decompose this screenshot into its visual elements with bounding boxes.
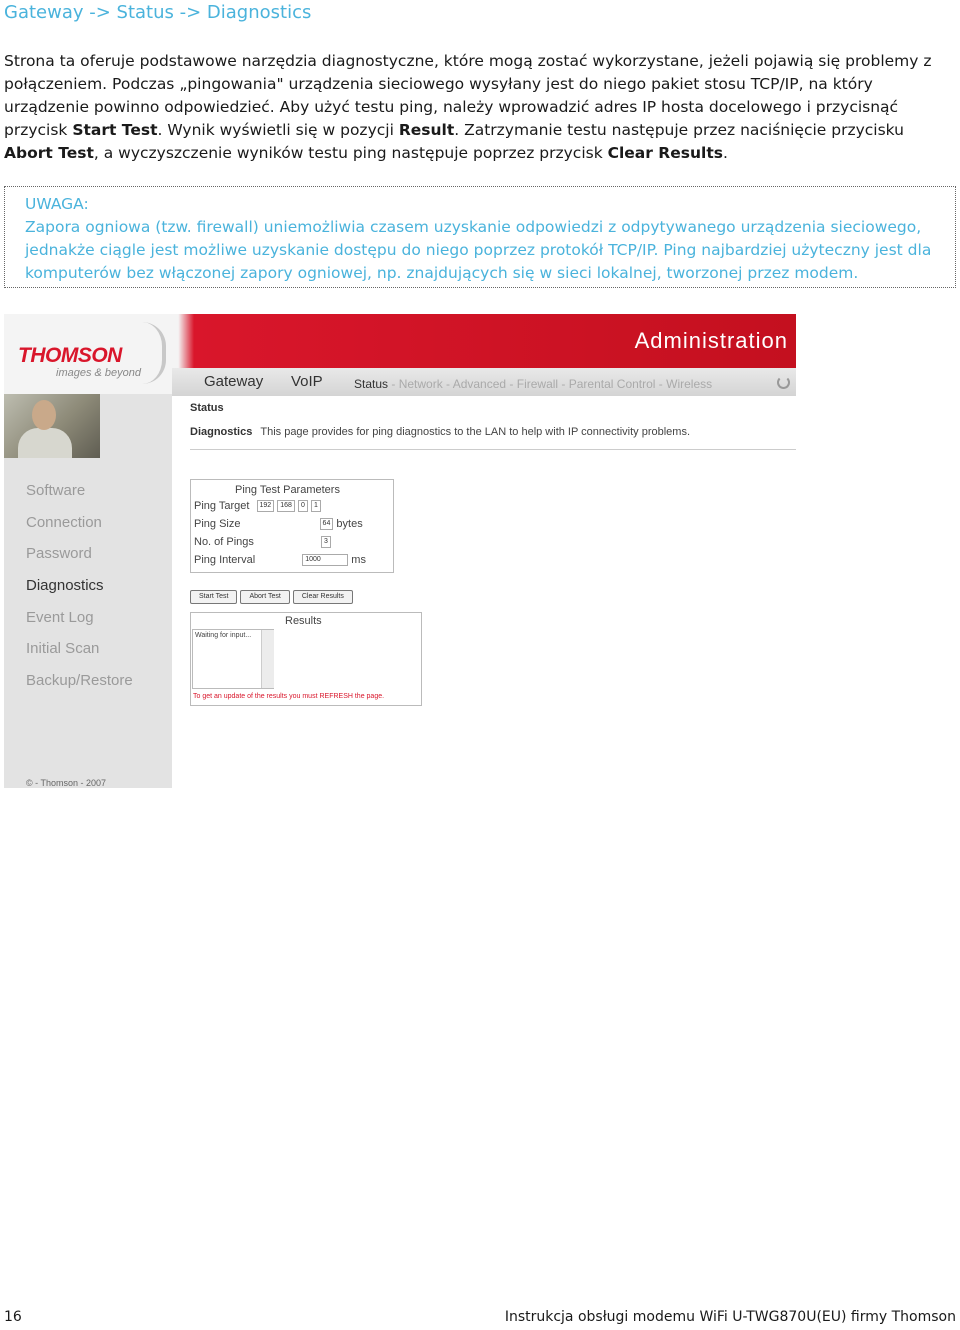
intro-text-2: . Wynik wyświetli się w pozycji [157, 121, 399, 139]
start-test-button[interactable]: Start Test [190, 590, 237, 604]
photo-person-head [32, 400, 56, 430]
results-content: Waiting for input... [195, 632, 252, 639]
ip-octet-4[interactable]: 1 [311, 500, 321, 512]
ping-size-input[interactable]: 64 [320, 518, 334, 530]
ping-size-unit: bytes [336, 518, 363, 530]
page-number: 16 [4, 1309, 22, 1325]
start-test-term: Start Test [72, 121, 158, 139]
router-screenshot [4, 314, 796, 788]
nav-gateway[interactable]: Gateway [204, 373, 264, 390]
nav-voip[interactable]: VoIP [291, 373, 323, 390]
intro-text-1: Strona ta oferuje podstawowe narzędzia diagnostyczne, które mogą zostać wykorzystane, jeżeli pojawią się problemy z połączeniem. Podczas „pingowania" urządzenia sieciowego wysyłany jest do niego pakiet stosu TCP/IP, na który urządzenie powinno odpowiedzieć. Aby użyć testu ping, należy wprowadzić adres IP hosta docelowego i przycisnąć przycisk [4, 52, 932, 139]
intro-paragraph [4, 50, 950, 165]
abort-test-button[interactable]: Abort Test [240, 590, 289, 604]
ping-target-label: Ping Target [194, 500, 250, 512]
results-textarea[interactable] [192, 629, 274, 689]
header-photo [4, 394, 100, 458]
left-sidebar [4, 394, 172, 788]
breadcrumb: Gateway -> Status -> Diagnostics [4, 2, 312, 23]
subnav-status[interactable]: Status [354, 377, 389, 391]
clear-results-term: Clear Results [607, 144, 723, 162]
ping-panel-title: Ping Test Parameters [235, 484, 340, 496]
note-text: Zapora ogniowa (tzw. firewall) uniemożliwia czasem uzyskanie odpowiedzi z odpytywanego urządzenia sieciowego, jednakże ciągle jest możliwe uzyskanie dostępu do niego poprzez protokół TCP/IP. Ping najbardziej użyteczny jest dla komputerów bez włączonej zapory ogniowej, np. znajdujących się w sieci lokalnej, tworzonej przez modem. [25, 218, 932, 282]
sidebar-item-initial-scan[interactable]: Initial Scan [26, 640, 100, 658]
diagnostics-description: This page provides for ping diagnostics to the LAN to help with IP connectivity problems. [260, 426, 690, 438]
divider [190, 449, 796, 450]
results-scrollbar[interactable] [261, 630, 274, 688]
sub-nav [354, 377, 712, 391]
intro-text-3: . Zatrzymanie testu następuje przez naciśnięcie przycisku [454, 121, 905, 139]
ip-octet-2[interactable]: 168 [277, 500, 295, 512]
logo-swoosh [142, 322, 166, 384]
diagnostics-label: Diagnostics [190, 426, 253, 438]
ping-interval-row [194, 554, 366, 566]
sidebar-item-diagnostics[interactable]: Diagnostics [26, 577, 104, 595]
sidebar-item-event-log[interactable]: Event Log [26, 608, 94, 626]
sidebar-item-software[interactable]: Software [26, 482, 86, 499]
abort-test-term: Abort Test [4, 144, 94, 162]
ping-target-row [194, 500, 321, 512]
ping-size-row [194, 518, 363, 530]
sidebar-item-backup-restore[interactable]: Backup/Restore [26, 672, 133, 690]
sidebar-item-connection[interactable]: Connection [26, 513, 102, 531]
ip-octet-3[interactable]: 0 [298, 500, 308, 512]
ping-interval-label: Ping Interval [194, 554, 256, 566]
clear-results-button[interactable]: Clear Results [293, 590, 353, 604]
ping-size-label: Ping Size [194, 518, 241, 530]
ping-count-row [194, 536, 331, 548]
section-title: Status [190, 402, 224, 414]
results-refresh-note: To get an update of the results you must REFRESH the page. [193, 693, 385, 700]
admin-title: Administration [634, 328, 788, 353]
results-panel [190, 612, 422, 706]
nav-bar [172, 368, 796, 396]
result-term: Result [398, 121, 455, 139]
results-title: Results [285, 615, 322, 627]
sidebar-item-password[interactable]: Password [26, 545, 92, 563]
diagnostics-description-row [190, 426, 690, 438]
footer-title: Instrukcja obsługi modemu WiFi U-TWG870U(EU) firmy Thomson [504, 1309, 956, 1325]
copyright: © - Thomson - 2007 [26, 778, 107, 788]
ping-interval-input[interactable]: 1000 [302, 554, 348, 566]
ping-count-input[interactable]: 3 [321, 536, 331, 548]
thomson-logo: THOMSON [18, 344, 122, 367]
ping-interval-unit: ms [351, 554, 366, 566]
ping-count-label: No. of Pings [194, 536, 254, 548]
intro-text-4: , a wyczyszczenie wyników testu ping następuje poprzez przycisk [93, 144, 608, 162]
refresh-icon[interactable] [777, 376, 790, 389]
ip-octet-1[interactable]: 192 [257, 500, 275, 512]
sidebar-menu [26, 480, 133, 702]
photo-person-body [18, 428, 72, 458]
ping-button-row [190, 585, 356, 604]
note-box [4, 186, 956, 288]
ping-parameters-panel [190, 479, 394, 573]
logo-tagline: images & beyond [56, 367, 141, 379]
intro-text-5: . [722, 144, 728, 162]
subnav-other[interactable]: - Network - Advanced - Firewall - Parental Control - Wireless [388, 377, 713, 391]
note-title: UWAGA: [25, 195, 89, 213]
